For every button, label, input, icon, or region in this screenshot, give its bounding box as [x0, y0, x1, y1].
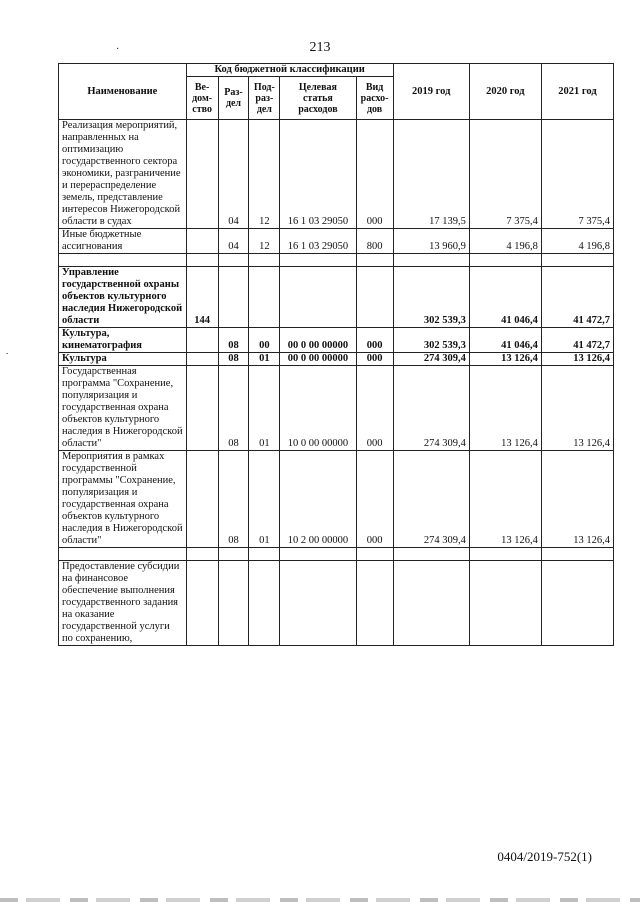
col-header-razdel: Раз- дел [218, 77, 249, 120]
row-name: Управление государственной охраны объектов культурного наследия Нижегородской области [59, 267, 187, 328]
table-row [59, 366, 614, 451]
row-2021: 13 126,4 [541, 366, 613, 451]
table-row [59, 451, 614, 548]
spacer-row [59, 254, 614, 267]
row-name: Мероприятия в рамках государственной программы "Сохранение, популяризация и государственная охрана объектов культурного наследия в Нижегородской области" [59, 451, 187, 548]
col-header-group: Код бюджетной классификации [186, 64, 393, 77]
row-2021 [541, 561, 613, 646]
col-header-vedomstvo: Ве- дом- ство [186, 77, 218, 120]
row-podrazdel: 12 [249, 120, 280, 229]
scan-artifact-strip [0, 898, 640, 902]
row-vid [356, 267, 393, 328]
row-podrazdel: 01 [249, 366, 280, 451]
row-2021: 4 196,8 [541, 229, 613, 254]
table-row [59, 561, 614, 646]
row-statya: 00 0 00 00000 [280, 353, 356, 366]
row-2020: 13 126,4 [469, 451, 541, 548]
col-header-statya: Целевая статья расходов [280, 77, 356, 120]
row-vid: 000 [356, 353, 393, 366]
table-row [59, 120, 614, 229]
row-2020: 7 375,4 [469, 120, 541, 229]
spacer-row [59, 548, 614, 561]
col-header-name: Наименование [59, 64, 187, 120]
row-razdel: 08 [218, 328, 249, 353]
row-2019 [393, 561, 469, 646]
table-row [59, 353, 614, 366]
row-2020: 41 046,4 [469, 328, 541, 353]
row-podrazdel: 12 [249, 229, 280, 254]
scan-mark: . [6, 346, 9, 356]
row-statya [280, 267, 356, 328]
table-row [59, 229, 614, 254]
row-podrazdel [249, 267, 280, 328]
col-header-2021: 2021 год [541, 64, 613, 120]
row-razdel: 04 [218, 229, 249, 254]
row-statya: 16 1 03 29050 [280, 229, 356, 254]
row-2019: 274 309,4 [393, 451, 469, 548]
row-vedomstvo [186, 120, 218, 229]
row-statya: 10 2 00 00000 [280, 451, 356, 548]
row-name: Иные бюджетные ассигнования [59, 229, 187, 254]
row-name: Предоставление субсидии на финансовое обеспечение выполнения государственного задания на оказание государственной услуги по сохранению, [59, 561, 187, 646]
row-razdel [218, 561, 249, 646]
row-podrazdel: 01 [249, 353, 280, 366]
row-2021: 13 126,4 [541, 353, 613, 366]
col-header-2020: 2020 год [469, 64, 541, 120]
row-podrazdel: 00 [249, 328, 280, 353]
row-vid [356, 561, 393, 646]
row-podrazdel [249, 561, 280, 646]
row-razdel: 08 [218, 451, 249, 548]
row-2019: 274 309,4 [393, 366, 469, 451]
row-2019: 302 539,3 [393, 328, 469, 353]
row-name: Культура, кинематография [59, 328, 187, 353]
row-2019: 17 139,5 [393, 120, 469, 229]
row-2020: 13 126,4 [469, 353, 541, 366]
row-2021: 41 472,7 [541, 328, 613, 353]
row-2019: 13 960,9 [393, 229, 469, 254]
row-statya [280, 561, 356, 646]
row-2021: 13 126,4 [541, 451, 613, 548]
row-vedomstvo [186, 561, 218, 646]
row-2021: 7 375,4 [541, 120, 613, 229]
row-vedomstvo: 144 [186, 267, 218, 328]
col-header-vid: Вид расхо- дов [356, 77, 393, 120]
row-statya: 16 1 03 29050 [280, 120, 356, 229]
row-2020: 4 196,8 [469, 229, 541, 254]
row-vedomstvo [186, 328, 218, 353]
row-podrazdel: 01 [249, 451, 280, 548]
row-2019: 302 539,3 [393, 267, 469, 328]
row-2019: 274 309,4 [393, 353, 469, 366]
row-vid: 800 [356, 229, 393, 254]
row-2020: 41 046,4 [469, 267, 541, 328]
row-vid: 000 [356, 328, 393, 353]
col-header-2019: 2019 год [393, 64, 469, 120]
row-vid: 000 [356, 451, 393, 548]
row-statya: 00 0 00 00000 [280, 328, 356, 353]
row-vedomstvo [186, 353, 218, 366]
page-number: 213 [309, 40, 331, 55]
row-2020: 13 126,4 [469, 366, 541, 451]
row-vedomstvo [186, 366, 218, 451]
row-vid: 000 [356, 366, 393, 451]
row-name: Культура [59, 353, 187, 366]
row-razdel: 08 [218, 353, 249, 366]
budget-table [58, 63, 614, 646]
row-razdel: 08 [218, 366, 249, 451]
row-name: Государственная программа "Сохранение, популяризация и государственная охрана объектов культурного наследия в Нижегородской области" [59, 366, 187, 451]
row-vid: 000 [356, 120, 393, 229]
row-name: Реализация мероприятий, направленных на оптимизацию государственного сектора экономики, разграничение и перераспределение земель, представление интересов Нижегородской области в судах [59, 120, 187, 229]
row-2020 [469, 561, 541, 646]
scan-mark: · [116, 44, 120, 55]
row-vedomstvo [186, 229, 218, 254]
row-vedomstvo [186, 451, 218, 548]
col-header-podrazdel: Под- раз- дел [249, 77, 280, 120]
row-razdel [218, 267, 249, 328]
table-row [59, 267, 614, 328]
row-2021: 41 472,7 [541, 267, 613, 328]
row-razdel: 04 [218, 120, 249, 229]
row-statya: 10 0 00 00000 [280, 366, 356, 451]
document-code: 0404/2019-752(1) [497, 849, 592, 864]
table-row [59, 328, 614, 353]
